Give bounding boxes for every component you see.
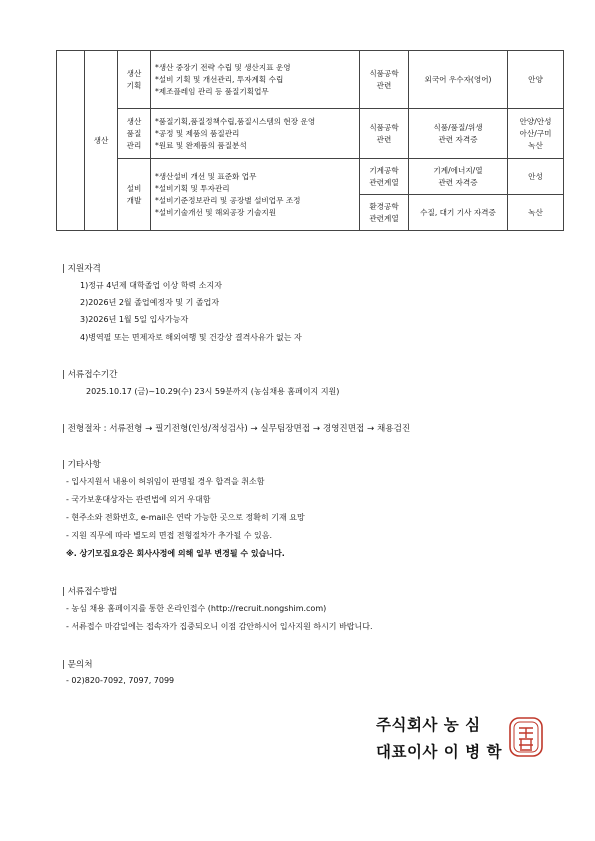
sub-category-cell — [118, 159, 151, 231]
cell-line: *생산설비 개선 및 표준화 업무 — [155, 171, 257, 181]
cell-line: *공정 및 제품의 품질관리 — [155, 128, 240, 138]
etc-item: - 국가보훈대상자는 관련법에 의거 우대함 — [66, 495, 211, 504]
cell-line: *생산 중장기 전략 수립 및 생산지표 운영 — [155, 62, 291, 72]
cell-line: 안성 — [528, 171, 543, 181]
qualification-item: 3)2026년 1월 5일 입사가능자 — [80, 315, 189, 324]
cell-line: *설비기술개선 및 해외공장 기술지원 — [155, 207, 277, 217]
cell-line: *품질기획,품질정책수립,품질시스템의 현장 운영 — [155, 116, 316, 126]
etc-item: - 입사지원서 내용이 허위임이 판명될 경우 합격을 취소함 — [66, 477, 265, 486]
cell-line: 기계/에너지/열 — [433, 165, 483, 175]
major-cell — [360, 109, 409, 159]
company-seal-icon — [507, 715, 545, 759]
cell-line: *설비기획 및 투자관리 — [155, 183, 230, 193]
cell-line: 관련 — [376, 134, 392, 144]
method-item: - 농심 채용 홈페이지를 통한 온라인접수 (http://recruit.nongshim.com) — [66, 604, 327, 613]
major-cell — [360, 159, 409, 195]
recruitment-table — [56, 50, 564, 231]
cell-line: 녹산 — [528, 207, 543, 217]
preference-cell — [409, 109, 508, 159]
cell-line: *설비 기획 및 개선관리, 투자계획 수립 — [155, 74, 284, 84]
cell-line: 설비 — [126, 183, 142, 193]
cell-line: 기획 — [126, 80, 142, 90]
etc-notice: ※. 상기모집요강은 회사사정에 의해 일부 변경될 수 있습니다. — [66, 549, 285, 558]
company-name: 주식회사 농 심 — [376, 716, 481, 734]
cell-line: 수질, 대기 기사 자격증 — [420, 207, 496, 217]
qualification-item: 4)병역필 또는 면제자로 해외여행 및 건강상 결격사유가 없는 자 — [80, 333, 302, 342]
cell-line: *설비기준정보관리 및 공장별 설비업무 조정 — [155, 195, 301, 205]
period-title: | 서류접수기간 — [62, 370, 118, 380]
qualification-item: 1)정규 4년제 대학졸업 이상 학력 소지자 — [80, 281, 222, 290]
category-cell: 생산 — [85, 51, 118, 231]
duties-cell — [151, 51, 360, 109]
location-cell — [508, 195, 564, 231]
location-cell — [508, 51, 564, 109]
contact-phone: - 02)820-7092, 7097, 7099 — [66, 676, 175, 685]
cell-line: 안양/안성 — [519, 116, 552, 126]
duties-cell — [151, 159, 360, 231]
cell-line: 관련계열 — [369, 177, 399, 187]
major-cell — [360, 51, 409, 109]
sub-category-cell — [118, 51, 151, 109]
cell-line: 관련계열 — [369, 213, 399, 223]
cell-line: 녹산 — [528, 140, 543, 150]
sub-category-cell — [118, 109, 151, 159]
contact-title: | 문의처 — [62, 660, 93, 670]
cell-line: 개발 — [126, 195, 142, 205]
etc-item: - 지원 직무에 따라 별도의 면접 전형절차가 추가될 수 있음. — [66, 531, 273, 540]
period-text: 2025.10.17 (금)~10.29(수) 23시 59분까지 (농심채용 홈페이지 지원) — [86, 387, 340, 396]
cell-line: 식품공학 — [369, 122, 399, 132]
table-row — [57, 159, 564, 195]
cell-line: 식품/품질/위생 — [433, 122, 483, 132]
cell-line: 관련 자격증 — [438, 134, 478, 144]
cell-line: 관련 자격증 — [438, 177, 478, 187]
cell-line: 관리 — [126, 140, 142, 150]
table-row — [57, 109, 564, 159]
cell-line: 외국어 우수자(영어) — [424, 74, 492, 84]
cell-line: 관련 — [376, 80, 392, 90]
cell-line: 생산 — [126, 116, 142, 126]
blank-cell — [57, 51, 85, 231]
qualifications-title: | 지원자격 — [62, 264, 101, 274]
method-item: - 서류접수 마감일에는 접속자가 집중되오니 이점 감안하시어 입사지원 하시기 바랍니다. — [66, 622, 373, 631]
major-cell — [360, 195, 409, 231]
preference-cell — [409, 51, 508, 109]
method-title: | 서류접수방법 — [62, 587, 118, 597]
preference-cell — [409, 195, 508, 231]
cell-line: 안양 — [528, 74, 543, 84]
location-cell — [508, 159, 564, 195]
cell-line: 식품공학 — [369, 68, 399, 78]
duties-cell — [151, 109, 360, 159]
etc-title: | 기타사항 — [62, 460, 101, 470]
preference-cell — [409, 159, 508, 195]
process-text: | 전형절차 : 서류전형 → 필기전형(인성/적성검사) → 실무팀장면접 → 경영진면접 → 채용검진 — [62, 424, 411, 434]
location-cell — [508, 109, 564, 159]
cell-line: *제조플레임 관리 등 품질기획업무 — [155, 86, 269, 96]
cell-line: *원료 및 완제품의 품질분석 — [155, 140, 247, 150]
ceo-name: 대표이사 이 병 학 — [376, 743, 503, 761]
qualification-item: 2)2026년 2월 졸업예정자 및 기 졸업자 — [80, 298, 220, 307]
etc-item: - 현주소와 전화번호, e-mail은 연락 가능한 곳으로 정확히 기재 요망 — [66, 513, 305, 522]
cell-line: 기계공학 — [369, 165, 399, 175]
cell-line: 생산 — [126, 68, 142, 78]
cell-line: 아산/구미 — [519, 128, 552, 138]
cell-line: 환경공학 — [369, 201, 399, 211]
table-row — [57, 51, 564, 109]
cell-line: 품질 — [126, 128, 142, 138]
